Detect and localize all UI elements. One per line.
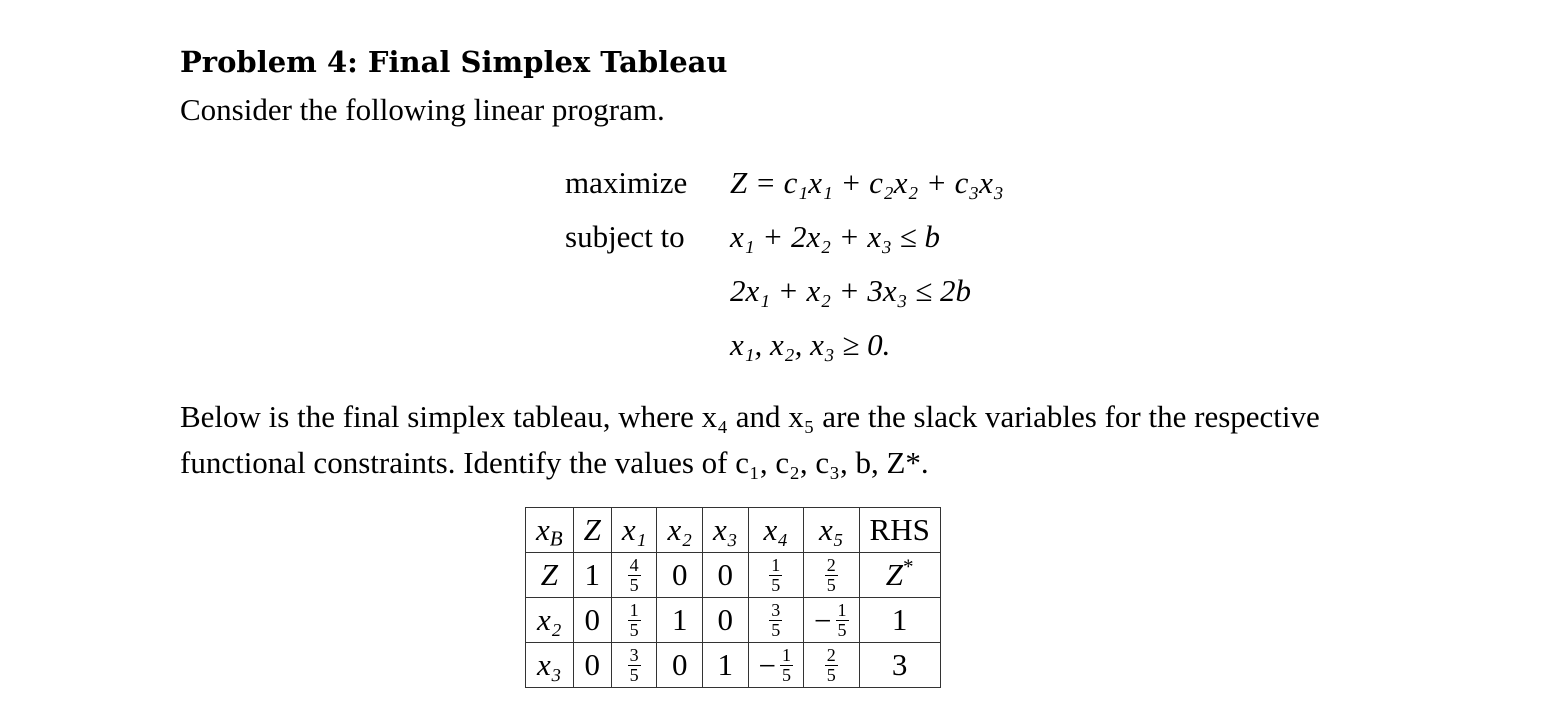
tableau-cell: $\frac{3}{5}$ — [611, 643, 657, 688]
tableau-cell: 0 — [657, 643, 703, 688]
tableau-cell: 1 — [859, 598, 940, 643]
tableau-cell: 0 — [573, 598, 611, 643]
intro-text: Consider the following linear program. — [180, 92, 665, 127]
objective-expression: Z = c₁x₁ + c₂x₂ + c₃x₃ — [730, 165, 1004, 200]
objective-label: maximize — [565, 165, 688, 200]
tableau-row — [526, 643, 941, 688]
tableau-cell: 0 — [703, 553, 749, 598]
tableau-header-0: $x_B$ — [526, 508, 574, 553]
tableau-header-7: RHS — [859, 508, 940, 553]
nonnegativity-constraint: x₁, x₂, x₃ ≥ 0. — [730, 327, 891, 362]
tableau-cell: − $\frac{1}{5}$ — [748, 643, 803, 688]
tableau-cell: 1 — [703, 643, 749, 688]
tableau-row — [526, 598, 941, 643]
constraint-1: x₁ + 2x₂ + x₃ ≤ b — [730, 219, 940, 254]
tableau-header-5: x₄ — [748, 508, 803, 553]
tableau-cell: $\frac{1}{5}$ — [748, 553, 803, 598]
tableau-cell: 0 — [657, 553, 703, 598]
tableau-header-1: Z — [573, 508, 611, 553]
tableau-cell: 3 — [859, 643, 940, 688]
problem-title: Problem 4: Final Simplex Tableau — [180, 45, 728, 79]
tableau-header-2: x₁ — [611, 508, 657, 553]
tableau-cell: $\frac{2}{5}$ — [804, 643, 859, 688]
tableau-cell: $\frac{1}{5}$ — [611, 598, 657, 643]
tableau-cell: 1 — [573, 553, 611, 598]
tableau-cell: Z* — [859, 553, 940, 598]
tableau-header-row — [526, 508, 941, 553]
tableau-header-4: x₃ — [703, 508, 749, 553]
question-line-2: functional constraints. Identify the values of c₁, c₂, c₃, b, Z*. — [180, 445, 929, 480]
tableau-header-6: x₅ — [804, 508, 859, 553]
tableau-basis-cell: x₂ — [526, 598, 574, 643]
constraints-label: subject to — [565, 219, 685, 254]
tableau-cell: $\frac{4}{5}$ — [611, 553, 657, 598]
tableau-cell: 1 — [657, 598, 703, 643]
question-text — [180, 394, 1320, 486]
tableau-basis-cell: Z — [526, 553, 574, 598]
tableau-cell: 0 — [573, 643, 611, 688]
tableau-row — [526, 553, 941, 598]
constraint-2: 2x₁ + x₂ + 3x₃ ≤ 2b — [730, 273, 971, 308]
tableau-header-3: x₂ — [657, 508, 703, 553]
tableau-cell: − $\frac{1}{5}$ — [804, 598, 859, 643]
tableau-basis-cell: x₃ — [526, 643, 574, 688]
simplex-tableau — [525, 507, 941, 688]
tableau-cell: $\frac{2}{5}$ — [804, 553, 859, 598]
question-line-1: Below is the final simplex tableau, where x₄ and x₅ are the slack variables for the respective — [180, 399, 1320, 434]
tableau-cell: $\frac{3}{5}$ — [748, 598, 803, 643]
tableau-cell: 0 — [703, 598, 749, 643]
